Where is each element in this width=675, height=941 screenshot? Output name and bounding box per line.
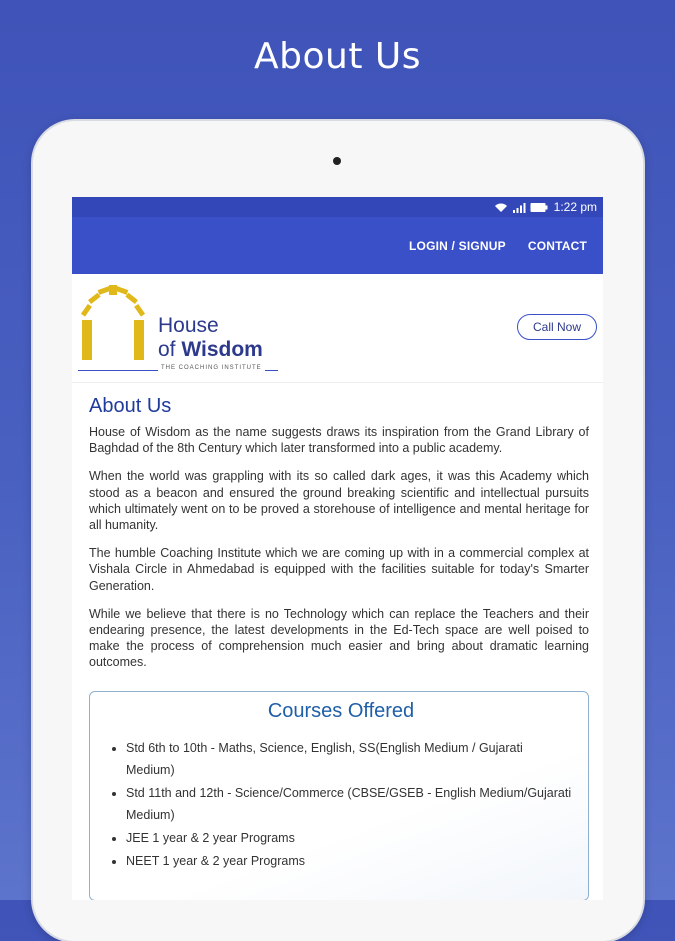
logo-text-wisdom (158, 338, 263, 362)
battery-icon (530, 202, 548, 213)
course-list (108, 737, 574, 872)
about-paragraph: House of Wisdom as the name suggests draws its inspiration from the Grand Library of Baghdad of the 8th Century which later transformed into a public academy. (89, 425, 589, 456)
status-bar (72, 197, 603, 217)
about-section (72, 383, 603, 900)
courses-offered-box (89, 691, 589, 900)
app-screen (72, 197, 603, 900)
wifi-icon (494, 202, 508, 213)
about-paragraph: The humble Coaching Institute which we are coming up with in a commercial complex at Vishala Circle in Ahmedabad is equipped with the facilities suitable for today's Smarter Generation. (89, 546, 589, 593)
house-of-wisdom-arch-logo[interactable] (78, 282, 150, 362)
logo-tagline: THE COACHING INSTITUTE (158, 365, 265, 371)
tablet-camera (333, 157, 341, 165)
signal-icon (512, 202, 526, 213)
contact-link[interactable]: CONTACT (527, 238, 587, 253)
course-item: • NEET 1 year & 2 year Programs (126, 850, 574, 872)
call-now-button[interactable]: Call Now (517, 314, 597, 340)
course-item: • JEE 1 year & 2 year Programs (126, 827, 574, 849)
about-paragraph: When the world was grappling with its so called dark ages, it was this Academy which stood as a beacon and ensured the ground breaking scientific and intellectual pursuits which ultimately went on to be proved a storehouse of intelligence and mental heritage for all humanity. (89, 469, 589, 533)
about-title: About Us (89, 395, 172, 417)
site-header (72, 274, 603, 383)
status-time: 1:22 pm (553, 200, 597, 214)
page-heading: About Us (254, 36, 421, 77)
logo-text-of: of (158, 338, 176, 361)
logo-text-house: House (158, 314, 219, 337)
course-item: • Std 11th and 12th - Science/Commerce (CBSE/GSEB - English Medium/Gujarati Medium) (126, 782, 574, 826)
course-item: • Std 6th to 10th - Maths, Science, English, SS(English Medium / Gujarati Medium) (126, 737, 574, 781)
about-paragraph: While we believe that there is no Technology which can replace the Teachers and their endearing presence, the latest developments in the Ed-Tech space are well poised to make the process of comprehension much easier and bring about dramatic learning outcomes. (89, 606, 589, 670)
nav-bar (72, 217, 603, 274)
courses-title: Courses Offered (267, 699, 415, 722)
logo-text-wisdom-bold: Wisdom (181, 338, 263, 361)
login-signup-link[interactable]: LOGIN / SIGNUP (409, 238, 506, 253)
